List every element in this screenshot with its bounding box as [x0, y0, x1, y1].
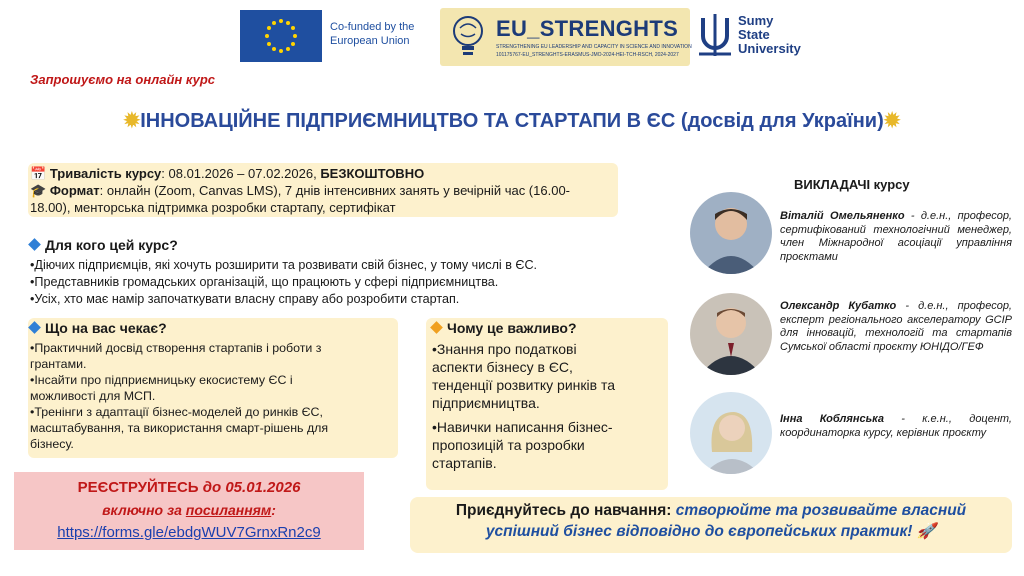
eu-strenghts-logo: [440, 8, 690, 66]
teacher-photo: [690, 293, 772, 375]
expect-line: грантами.: [30, 357, 87, 371]
expect-line: •Практичний досвід створення стартапів і роботи з: [30, 341, 322, 355]
format-line: 🎓 Формат: онлайн (Zoom, Canvas LMS), 7 днів інтенсивних занять у вечірній час (16.00-: [30, 183, 571, 198]
invite-text: Запрошуємо на онлайн курс: [30, 72, 216, 87]
join-line-2: успішний бізнес відповідно до європейських практик! 🚀: [485, 523, 937, 540]
sparkle-icon: ✹: [123, 110, 141, 132]
project-title: EU_STRENGHTS: [496, 16, 679, 41]
project-subtitle: STRENGTHENING EU LEADERSHIP AND CAPACITY IN SCIENCE AND INNOVATION: [496, 44, 692, 50]
register-note: включно за посиланням:: [102, 502, 276, 518]
diamond-icon: [28, 321, 41, 334]
lightbulb-icon: [448, 14, 488, 60]
duration-line: 📅 Тривалість курсу: 08.01.2026 – 07.02.2026, БЕЗКОШТОВНО: [30, 166, 425, 181]
eu-flag-logo: [240, 10, 322, 62]
why-heading: Чому це важливо?: [432, 320, 577, 336]
expect-line: бізнесу.: [30, 437, 74, 451]
list-item: •Усіх, хто має намір започаткувати власну справу або розробити стартап.: [30, 292, 460, 306]
list-item: •Діючих підприємців, які хочуть розширити та розвивати свій бізнес, у тому числі в ЄС.: [30, 258, 538, 272]
expect-heading: Що на вас чекає?: [30, 320, 167, 336]
sparkle-icon: ✹: [883, 110, 901, 132]
teacher-description: Олександр Кубатко - д.е.н., професор, експерт регіонального акселератору GCIP для інновацій, технологій та стартапів Сумської області проєкту ЮНІДО/ГЕФ: [780, 300, 1012, 353]
why-line: пропозицій та розробки: [432, 437, 585, 453]
expect-line: •Інсайти про підприємницьку екосистему ЄС і: [30, 373, 293, 387]
register-heading: РЕЄСТРУЙТЕСЬ до 05.01.2026: [77, 479, 301, 496]
diamond-icon: [28, 238, 41, 251]
rocket-icon: 🚀: [916, 523, 937, 540]
why-line: •Навички написання бізнес-: [432, 419, 613, 435]
university-name: Sumy State University: [738, 13, 801, 56]
why-line: •Знання про податкові: [432, 341, 577, 357]
teacher-photo: [690, 392, 772, 474]
expect-line: можливості для МСП.: [30, 389, 156, 403]
teachers-heading: ВИКЛАДАЧІ курсу: [794, 177, 910, 192]
diamond-icon: [430, 321, 443, 334]
teacher-description: Віталій Омельяненко - д.е.н., професор, сертифікований технологічний менеджер, член Міжнародної асоціації управління проєктами: [780, 210, 1012, 263]
format-line-cont: 18.00), менторська підтримка розробки стартапу, сертифікат: [30, 200, 396, 215]
register-link[interactable]: https://forms.gle/ebdgWUV7GrnxRn2c9: [57, 524, 321, 541]
teacher-photo: [690, 192, 772, 274]
eu-cofunded-text: Co-funded by the European Union: [330, 21, 415, 47]
teacher-description: Інна Коблянська - к.е.н., доцент, координаторка курсу, керівник проєкту: [780, 413, 1012, 439]
calendar-icon: 📅: [30, 166, 50, 181]
why-line: аспекти бізнесу в ЄС,: [432, 359, 573, 375]
who-heading: Для кого цей курс?: [30, 237, 178, 253]
expect-line: •Тренінги з адаптації бізнес-моделей до ринків ЄС,: [30, 405, 323, 419]
project-code: 101175767-EU_STRENGHTS-ERASMUS-JMO-2024-HEI-TCH-RSCH, 2024-2027: [496, 52, 679, 58]
graduation-cap-icon: 🎓: [30, 183, 50, 198]
why-line: тенденції розвитку ринків та: [432, 377, 615, 393]
university-logo-icon: [695, 10, 735, 60]
expect-line: масштабування, та використання смарт-рішень для: [30, 421, 329, 435]
why-line: підприємництва.: [432, 395, 540, 411]
list-item: •Представників громадських організацій, що працюють у сфері підприємництва.: [30, 275, 499, 289]
join-line-1: Приєднуйтесь до навчання: створюйте та розвивайте власний: [455, 502, 967, 519]
why-line: стартапів.: [432, 455, 497, 471]
course-title: ✹ІННОВАЦІЙНЕ ПІДПРИЄМНИЦТВО ТА СТАРТАПИ В ЄС (досвід для України)✹: [123, 110, 901, 132]
